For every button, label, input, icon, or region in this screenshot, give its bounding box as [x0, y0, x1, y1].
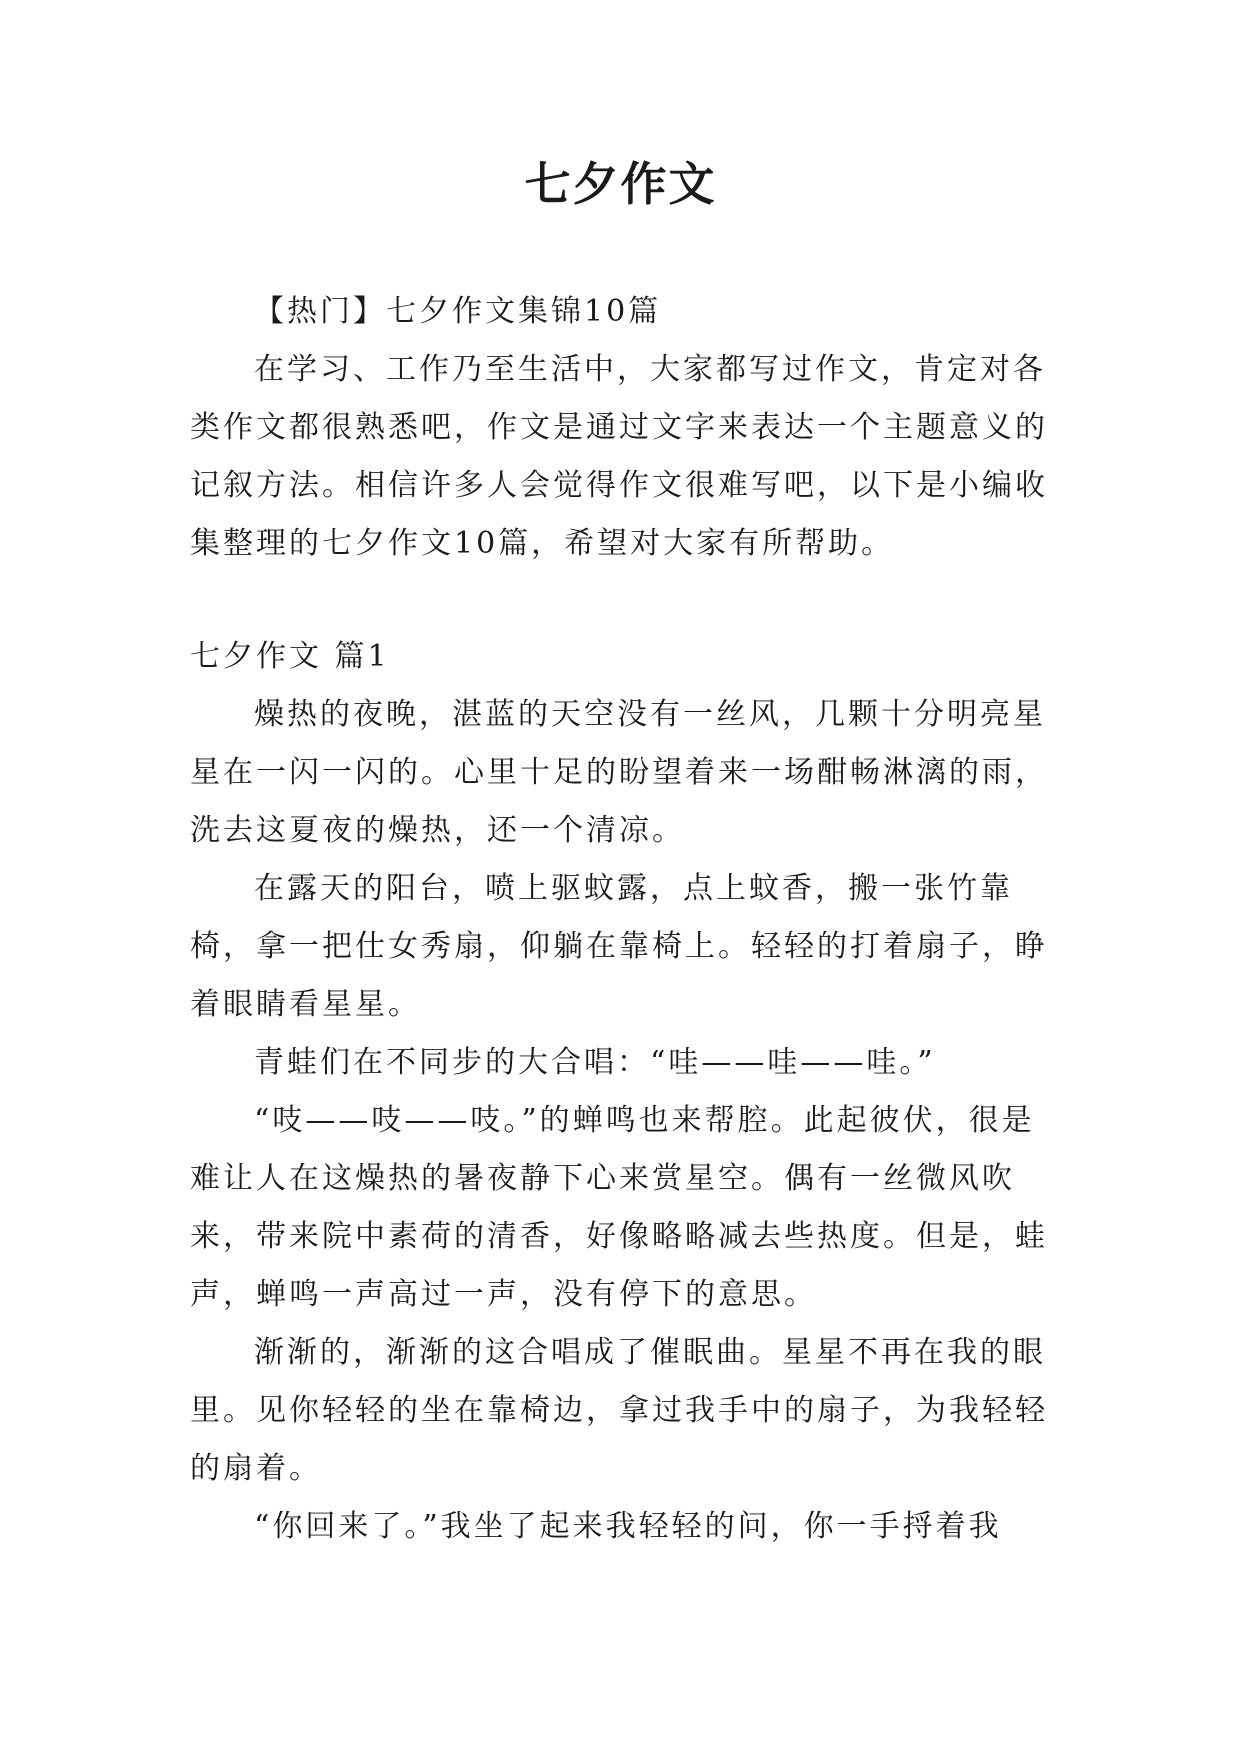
- paragraph: 青蛙们在不同步的大合唱：“哇——哇——哇。”: [254, 1045, 936, 1080]
- paragraph: 在露天的阳台，喷上驱蚊露，点上蚊香，搬一张竹靠椅，拿一把仕女秀扇，仰躺在靠椅上。轻轻的打着扇子，睁着眼睛看星星。: [190, 871, 1048, 1022]
- intro-headline: 【热门】七夕作文集锦10篇: [254, 294, 662, 329]
- intro-paragraph: 在学习、工作乃至生活中，大家都写过作文，肯定对各类作文都很熟悉吧，作文是通过文字来表达一个主题意义的记叙方法。相信许多人会觉得作文很难写吧，以下是小编收集整理的七夕作文10篇，希望对大家有所帮助。: [190, 352, 1048, 561]
- section-spacer: [190, 573, 1054, 628]
- paragraph: “你回来了。”我坐了起来我轻轻的问，你一手捋着我: [254, 1509, 1002, 1544]
- paragraph: 渐渐的，渐渐的这合唱成了催眠曲。星星不再在我的眼里。见你轻轻的坐在靠椅边，拿过我手中的扇子，为我轻轻的扇着。: [190, 1335, 1048, 1486]
- page-title: 七夕作文: [524, 157, 717, 211]
- paragraph: “吱——吱——吱。”的蝉鸣也来帮腔。此起彼伏，很是难让人在这燥热的暑夜静下心来赏星空。偶有一丝微风吹来，带来院中素荷的清香，好像略略减去些热度。但是，蛙声，蝉鸣一声高过一声，没有停下的意思。: [190, 1103, 1048, 1312]
- document-body: [190, 283, 1054, 1556]
- section-heading: 七夕作文 篇1: [190, 639, 390, 674]
- paragraph: 燥热的夜晚，湛蓝的天空没有一丝风，几颗十分明亮星星在一闪一闪的。心里十足的盼望着来一场酣畅淋漓的雨，洗去这夏夜的燥热，还一个清凉。: [190, 697, 1048, 848]
